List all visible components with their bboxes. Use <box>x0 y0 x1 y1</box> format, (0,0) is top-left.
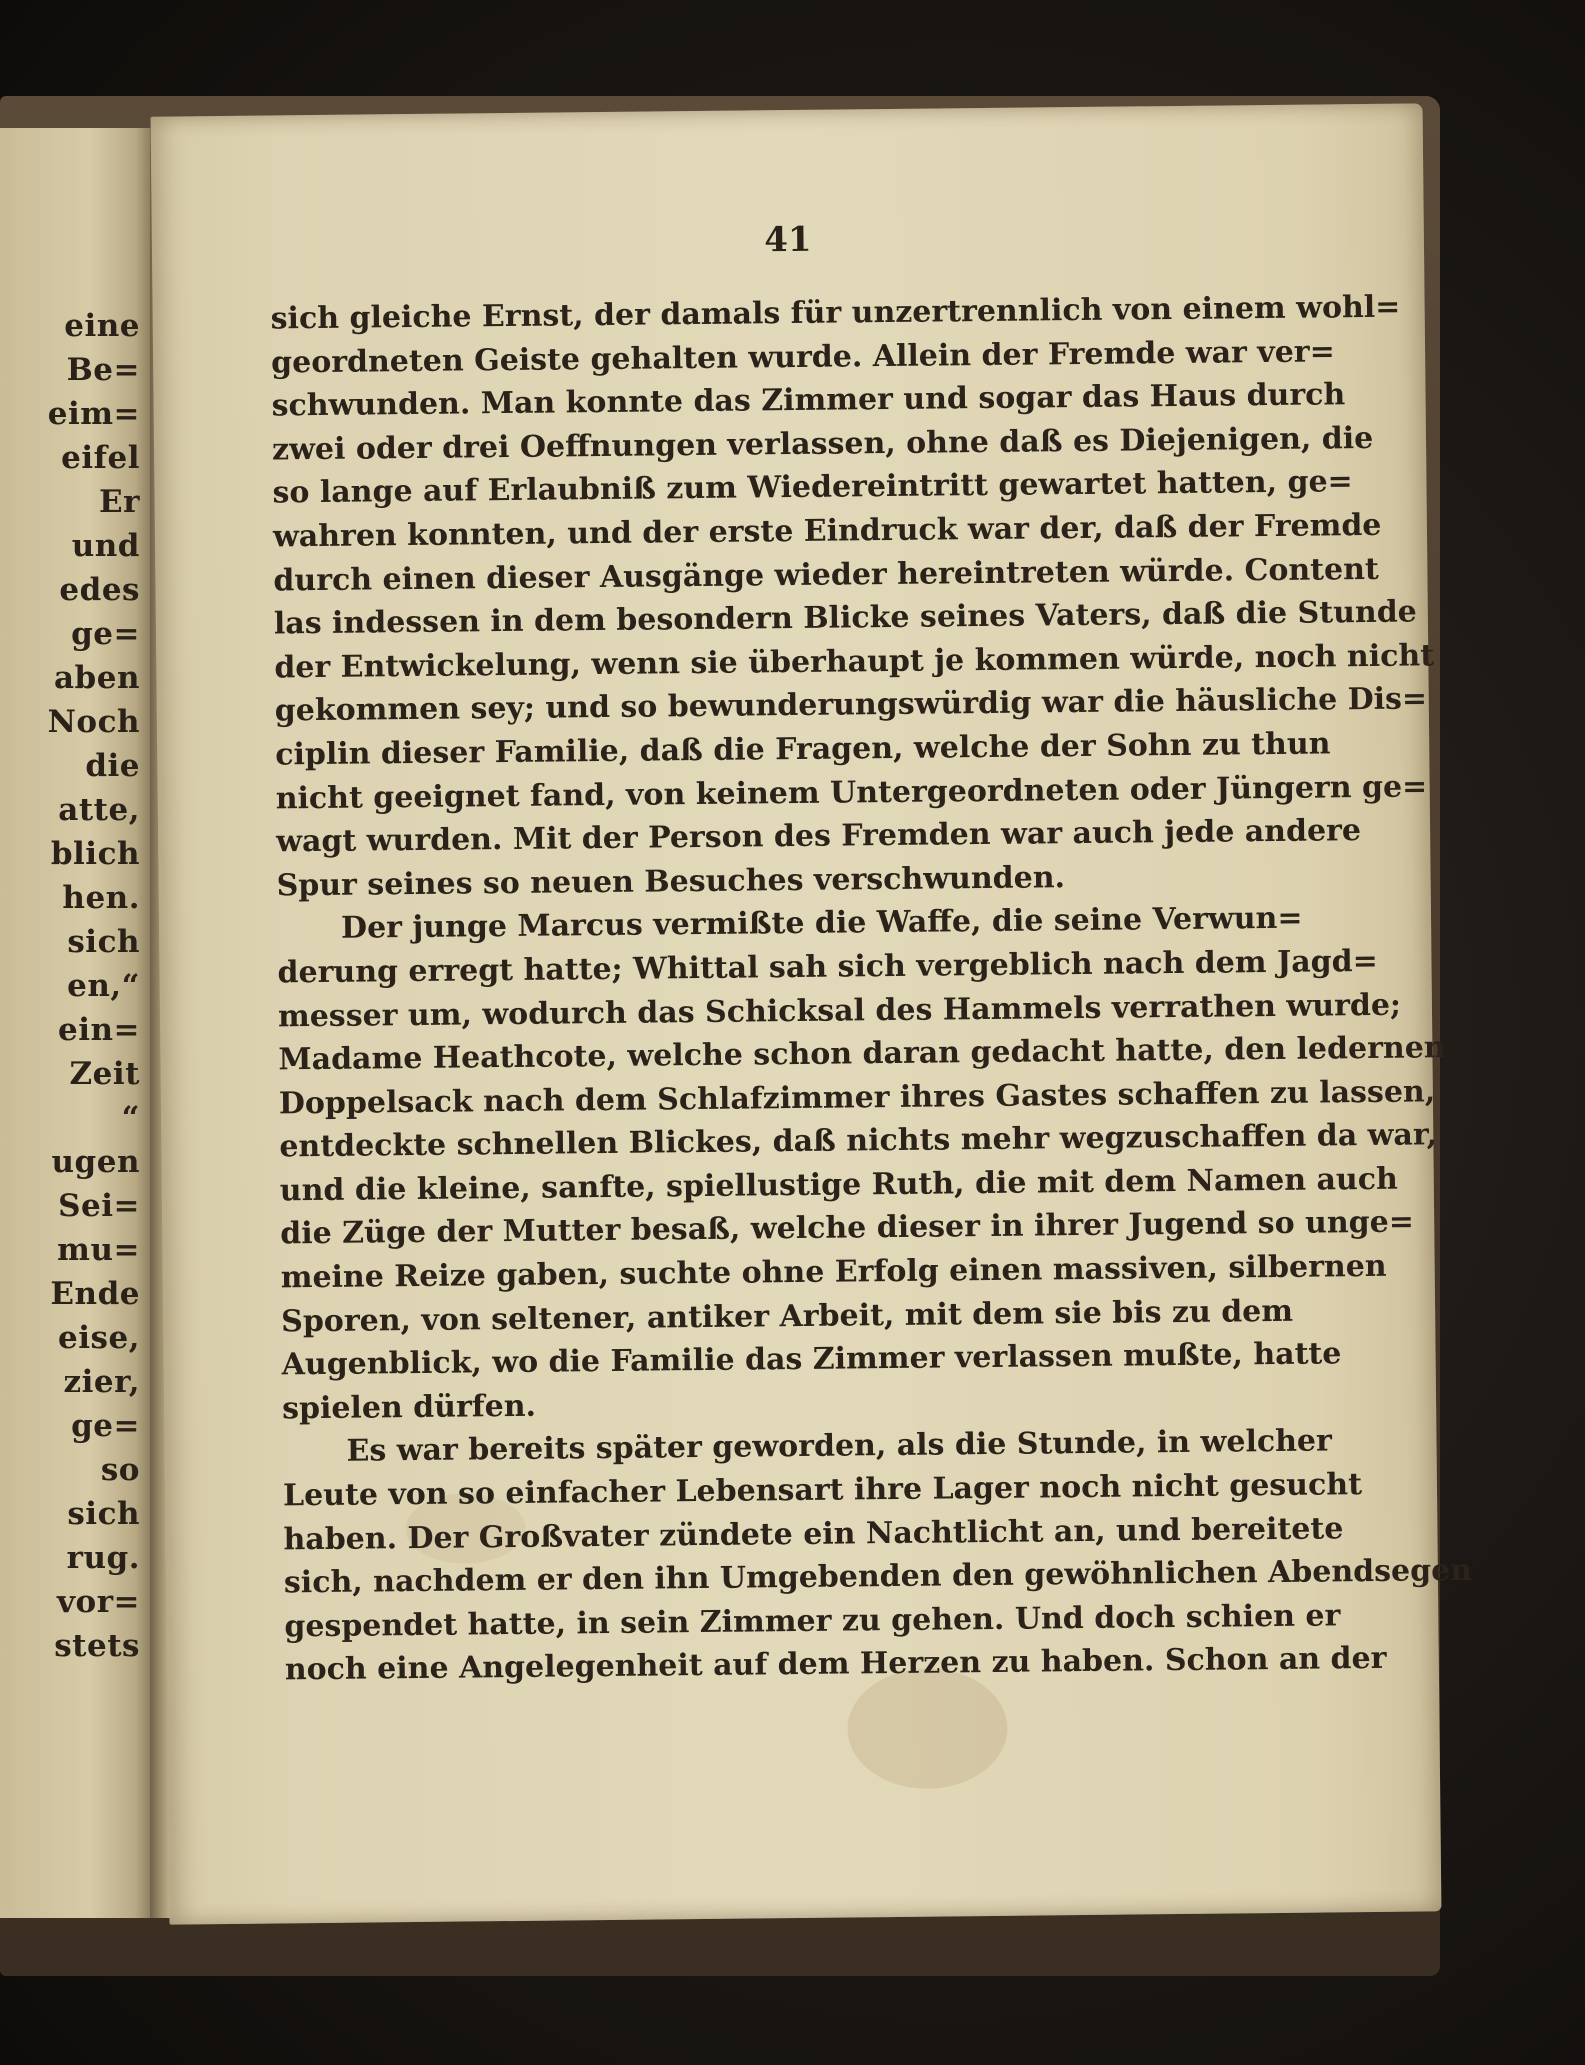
text-line: Es war bereits später geworden, als die Stunde, in welcher <box>346 1423 1333 1470</box>
left-fragment-line: sich <box>67 1496 140 1532</box>
text-line: Madame Heathcote, welche schon daran gedacht hatte, den ledernen <box>278 1030 1446 1078</box>
left-fragment-line: ge= <box>71 616 140 652</box>
text-line: derung erregt hatte; Whittal sah sich vergeblich nach dem Jagd= <box>277 943 1378 991</box>
left-fragment-line: mu= <box>57 1232 140 1268</box>
text-line: noch eine Angelegenheit auf dem Herzen zu haben. Schon an der <box>284 1641 1387 1688</box>
left-fragment-line: “ <box>121 1100 140 1136</box>
left-page-line-fragments <box>48 304 140 1668</box>
left-fragment-line: blich <box>50 836 140 872</box>
left-fragment-line: edes <box>59 572 140 608</box>
text-line: ciplin dieser Familie, daß die Fragen, welche der Sohn zu thun <box>275 726 1331 773</box>
text-line: wahren konnten, und der erste Eindruck war der, daß der Fremde <box>272 507 1382 555</box>
text-line: messer um, wodurch das Schicksal des Hammels verrathen wurde; <box>277 987 1402 1034</box>
left-fragment-line: eim= <box>47 396 140 432</box>
left-fragment-line: eine <box>64 308 140 344</box>
text-line: sich gleiche Ernst, der damals für unzertrennlich von einem wohl= <box>270 289 1401 337</box>
text-line: die Züge der Mutter besaß, welche dieser in ihrer Jugend so unge= <box>280 1205 1415 1252</box>
left-fragment-line: ge= <box>71 1408 140 1444</box>
left-fragment-line: Zeit <box>69 1056 140 1092</box>
left-fragment-line: ugen <box>51 1144 140 1180</box>
left-fragment-line: Er <box>99 484 140 520</box>
left-fragment-line: en,“ <box>67 968 140 1004</box>
text-line: wagt wurden. Mit der Person des Fremden war auch jede andere <box>275 813 1362 860</box>
text-line: der Entwickelung, wenn sie überhaupt je kommen würde, noch nicht <box>274 638 1435 686</box>
body-text <box>270 287 1473 1692</box>
text-line: Leute von so einfacher Lebensart ihre Lager noch nicht gesucht <box>282 1467 1363 1514</box>
left-fragment-line: sich <box>67 924 140 960</box>
text-line: Sporen, von seltener, antiker Arbeit, mit dem sie bis zu dem <box>281 1293 1294 1340</box>
text-line: haben. Der Großvater zündete ein Nachtlicht an, und bereitete <box>283 1510 1344 1558</box>
text-line: so lange auf Erlaubniß zum Wiedereintritt gewartet hatten, ge= <box>272 464 1353 511</box>
left-fragment-line: eise, <box>58 1320 140 1356</box>
text-line: schwunden. Man konnte das Zimmer und sogar das Haus durch <box>271 377 1346 424</box>
text-line: spielen dürfen. <box>281 1388 537 1427</box>
left-fragment-line: vor= <box>57 1584 140 1620</box>
text-line: und die kleine, sanfte, spiellustige Ruth, die mit dem Namen auch <box>279 1161 1399 1209</box>
left-fragment-line: die <box>85 748 140 784</box>
left-fragment-line: Noch <box>47 704 140 740</box>
text-line: zwei oder drei Oeffnungen verlassen, ohne daß es Diejenigen, die <box>271 420 1374 468</box>
left-fragment-line: atte, <box>58 792 140 828</box>
left-fragment-line: so <box>100 1452 140 1488</box>
text-line: gespendet hatte, in sein Zimmer zu gehen. Und doch schien er <box>284 1598 1341 1645</box>
text-line: durch einen dieser Ausgänge wieder hereintreten würde. Content <box>273 551 1379 599</box>
left-fragment-line: eifel <box>61 440 140 476</box>
text-line: las indessen in dem besondern Blicke seines Vaters, daß die Stunde <box>273 594 1417 642</box>
text-line: Augenblick, wo die Familie das Zimmer verlassen mußte, hatte <box>281 1336 1342 1383</box>
page-number: 41 <box>764 219 812 261</box>
text-line: geordneten Geiste gehalten wurde. Allein der Fremde war ver= <box>270 333 1335 381</box>
left-fragment-line: Ende <box>50 1276 140 1312</box>
text-line: meine Reize gaben, suchte ohne Erfolg einen massiven, silbernen <box>280 1248 1387 1296</box>
text-line: sich, nachdem er den ihn Umgebenden den gewöhnlichen Abendsegen <box>283 1553 1473 1601</box>
left-fragment-line: stets <box>54 1628 140 1664</box>
left-fragment-line: Sei= <box>58 1188 140 1224</box>
left-fragment-line: zier, <box>63 1364 140 1400</box>
text-line: nicht geeignet fand, von keinem Untergeordneten oder Jüngern ge= <box>275 768 1428 816</box>
left-fragment-line: aben <box>53 660 140 696</box>
left-fragment-line: Be= <box>66 352 140 388</box>
text-line: gekommen sey; und so bewunderungswürdig war die häusliche Dis= <box>274 681 1428 729</box>
left-fragment-line: ein= <box>57 1012 140 1048</box>
text-line: Spur seines so neuen Besuches verschwunden. <box>276 859 1066 904</box>
text-line: Doppelsack nach dem Schlafzimmer ihres Gastes schaffen zu lassen, <box>278 1073 1436 1122</box>
text-line: entdeckte schnellen Blickes, daß nichts mehr wegzuschaffen da war, <box>279 1117 1438 1165</box>
left-fragment-line: rug. <box>66 1540 140 1576</box>
text-line: Der junge Marcus vermißte die Waffe, die seine Verwun= <box>340 901 1303 947</box>
left-fragment-line: hen. <box>62 880 140 916</box>
left-page <box>0 128 150 1918</box>
left-fragment-line: und <box>71 528 140 564</box>
right-page <box>151 103 1473 1924</box>
